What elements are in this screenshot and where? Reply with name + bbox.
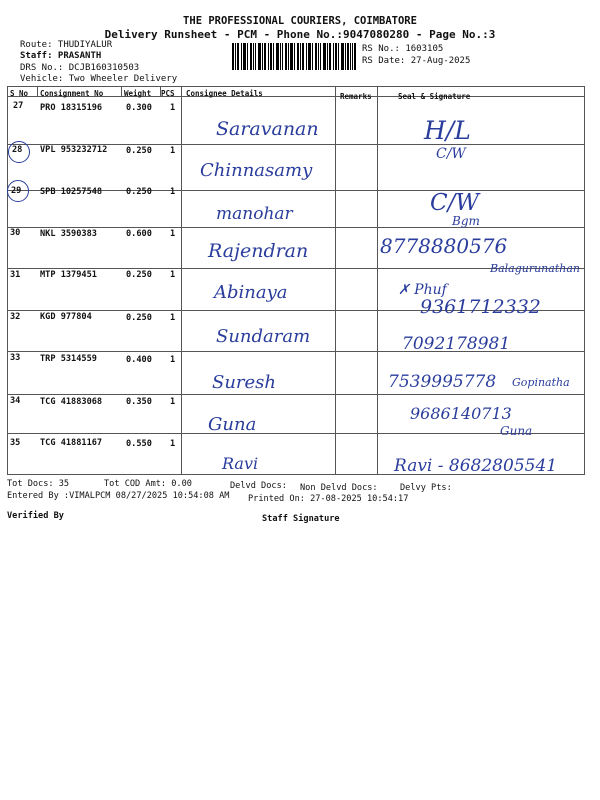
row-seal-signature: 9686140713	[410, 404, 512, 423]
row-sno: 29	[11, 186, 22, 196]
total-cod-amount: Tot COD Amt: 0.00	[104, 479, 192, 489]
row-consignment: NKL 3590383	[40, 229, 97, 239]
row-weight: 0.250	[126, 313, 152, 323]
entered-by: Entered By :VIMALPCM 08/27/2025 10:54:08 AM	[7, 491, 230, 501]
non-delivered-docs: Non Delvd Docs:	[300, 483, 378, 493]
row-weight: 0.400	[126, 355, 152, 365]
row-weight: 0.350	[126, 397, 152, 407]
row-consignee-signature: Chinnasamy	[200, 160, 313, 181]
row-seal-note: Balagurunathan	[490, 262, 580, 275]
row-consignment: VPL 953232712	[40, 145, 108, 155]
verified-by: Verified By	[7, 511, 64, 521]
col-remarks: Remarks	[340, 92, 372, 101]
row-pcs: 1	[170, 313, 176, 323]
row-consignee-signature: Saravanan	[216, 118, 319, 140]
col-consignment: Consignment No	[40, 89, 104, 98]
row-seal-signature: 7092178981	[402, 334, 511, 354]
company-title: THE PROFESSIONAL COURIERS, COIMBATORE	[183, 15, 417, 27]
row-sno: 30	[10, 228, 21, 238]
staff: Staff: PRASANTH	[20, 51, 102, 61]
row-consignment: MTP 1379451	[40, 270, 97, 280]
row-consignment: SPB 10257548	[40, 187, 103, 197]
row-pcs: 1	[170, 397, 176, 407]
row-sno: 33	[10, 353, 21, 363]
row-consignment: TCG 41881167	[40, 438, 103, 448]
row-seal-note: C/W	[436, 146, 466, 162]
row-sno: 34	[10, 396, 21, 406]
row-pcs: 1	[170, 270, 176, 280]
row-sno: 32	[10, 312, 21, 322]
rs-number: RS No.: 1603105	[362, 44, 444, 54]
delivery-points: Delvy Pts:	[400, 483, 452, 493]
row-weight: 0.550	[126, 439, 152, 449]
route: Route: THUDIYALUR	[20, 40, 113, 50]
vehicle: Vehicle: Two Wheeler Delivery	[20, 74, 178, 84]
row-consignee-signature: manohar	[216, 204, 293, 224]
row-pcs: 1	[170, 103, 176, 113]
col-consignee: Consignee Details	[186, 89, 263, 98]
row-pcs: 1	[170, 439, 176, 449]
drs-number: DRS No.: DCJB160310503	[20, 63, 140, 73]
row-sno: 28	[12, 145, 23, 155]
printed-on: Printed On: 27-08-2025 10:54:17	[248, 494, 409, 504]
row-consignee-signature: Sundaram	[216, 326, 311, 347]
row-seal-signature: 7539995778	[388, 372, 497, 392]
row-seal-note: Bgm	[452, 214, 480, 228]
col-sno: S No	[10, 89, 29, 98]
row-weight: 0.250	[126, 187, 152, 197]
row-seal-signature: Ravi - 8682805541	[394, 456, 558, 476]
row-weight: 0.250	[126, 146, 152, 156]
row-weight: 0.600	[126, 229, 152, 239]
row-pcs: 1	[170, 187, 176, 197]
row-consignee-signature: Suresh	[212, 372, 277, 393]
row-sno: 35	[10, 438, 21, 448]
rs-date: RS Date: 27-Aug-2025	[362, 56, 471, 66]
staff-signature: Staff Signature	[262, 514, 340, 524]
row-sno: 27	[13, 101, 24, 111]
row-consignee-signature: Guna	[208, 414, 257, 435]
barcode	[232, 43, 356, 70]
runsheet-subtitle: Delivery Runsheet - PCM - Phone No.:9047080280 - Page No.:3	[104, 28, 496, 41]
row-pcs: 1	[170, 355, 176, 365]
delivered-docs: Delvd Docs:	[230, 481, 287, 491]
row-seal-signature: C/W	[430, 190, 479, 216]
row-seal-signature: H/L	[424, 116, 471, 145]
row-pcs: 1	[170, 229, 176, 239]
row-weight: 0.250	[126, 270, 152, 280]
row-consignment: KGD 977804	[40, 312, 92, 322]
row-seal-mark: ✗ Phuf	[398, 282, 447, 298]
row-seal-note: Gopinatha	[512, 376, 570, 389]
row-sno: 31	[10, 270, 21, 280]
row-consignee-signature: Abinaya	[214, 282, 288, 303]
total-docs: Tot Docs: 35	[7, 479, 70, 489]
row-pcs: 1	[170, 146, 176, 156]
row-seal-signature: 8778880576	[380, 234, 508, 258]
row-consignment: TRP 5314559	[40, 354, 97, 364]
row-consignment: TCG 41883068	[40, 397, 103, 407]
col-seal: Seal & Signature	[398, 92, 471, 101]
row-consignee-signature: Ravi	[222, 454, 259, 473]
col-weight: Weight	[124, 89, 152, 98]
row-consignment: PRO 18315196	[40, 103, 103, 113]
row-consignee-signature: Rajendran	[208, 240, 309, 262]
row-seal-signature: 9361712332	[420, 296, 541, 318]
row-weight: 0.300	[126, 103, 152, 113]
row-seal-note: Guna	[500, 424, 533, 438]
col-pcs: PCS	[161, 89, 175, 98]
